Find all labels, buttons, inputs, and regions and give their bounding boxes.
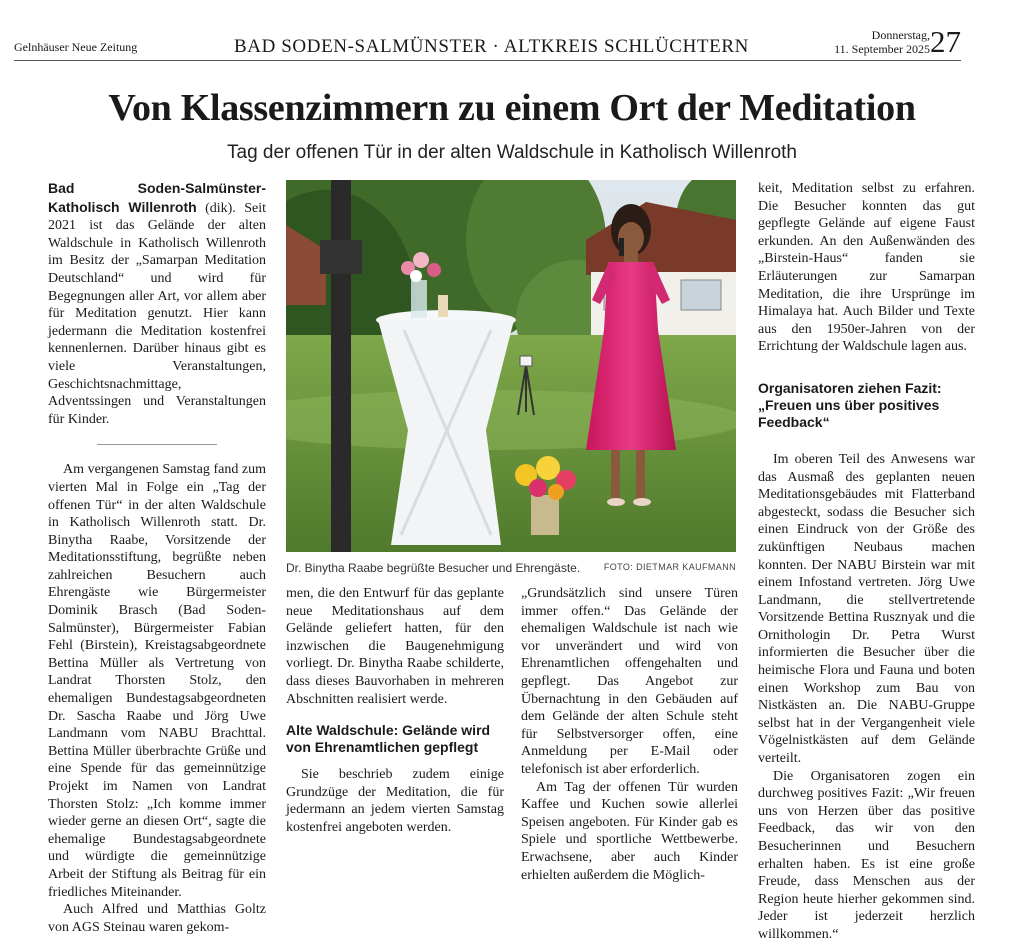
header-divider [14,60,961,61]
photo-caption [286,561,736,575]
article-paragraph: Im oberen Teil des Anwesens war das Ausmaß des geplanten neuen Meditationsgebäudes mit Flatterband abgesteckt, sodass die Besucher sich einen Eindruck von der Größe des zukünftigen Neubaus machen konnten. Der NABU Birstein war mit einem Infostand vertreten. Jörg Uwe Landmann, die stellvertretende Vorsitzende Bettina Rusznyak und die Ornithologin Dr. Petra Wurst informierten die Besucher über die heimische Flora und Fauna und boten einen Workshop zum Bau von Nistkästen an. Die NABU-Gruppe selbst hat in der Vergangenheit viele Vögelnistkästen auf dem Gelände verteilt. [758,451,975,767]
paragraph-separator [97,444,217,445]
article-headline: Von Klassenzimmern zu einem Ort der Meditation [108,87,916,129]
photo-meditation-host [286,180,736,552]
article-paragraph: Auch Alfred und Matthias Goltz von AGS Steinau waren gekom- [48,902,266,935]
issue-date-text: 11. September 2025 [834,42,930,56]
article-intro-text: (dik). Seit 2021 ist das Gelände der alten Waldschule in Katholisch Willenroth im Besitz der „Samarpan Meditation Deutschland“ und wird für Begegnungen aller Art, vor allem aber für Meditation genutzt. Hier kann jedermann die Meditation kostenfrei kennenlernen. Darüber hinaus gibt es viele Veranstaltungen, Geschichtsnachmittage, Adventssingen und Veranstaltungen für Kinder. [48,200,266,427]
page-number: 27 [930,24,961,59]
article-paragraph: Am Tag der offenen Tür wurden Kaffee und Kuchen sowie allerlei Speisen angeboten. Für Kinder gab es Spiele und sportliche Wettbewerbe. Erwachsene, aber auch Kinder erhielten außerdem die Möglich- [521,779,738,883]
article-photo [286,180,736,552]
article-subheading: Organisatoren ziehen Fazit: „Freuen uns über positives Feedback“ [758,379,942,430]
issue-weekday: Donnerstag, [871,28,930,42]
article-paragraph: Sie beschrieb zudem einige Grundzüge der Meditation, die für jedermann an jedem vierten Samstag kostenfrei angeboten werden. [286,767,504,835]
photo-caption-text: Dr. Binytha Raabe begrüßte Besucher und Ehrengäste. [286,561,581,575]
article-column-1 [48,180,266,936]
article-paragraph: keit, Meditation selbst zu erfahren. Die Besucher konnten das gut gepflegte Gelände auf eigene Faust erkunden. An den Außenwänden des „Birstein-Haus“ fanden sie Erläuterungen zur Samarpan Meditation, die ihre Ursprünge im Himalaya hat. Auch Bilder und Texte aus den 1950er-Jahren von der Errichtung der Waldschule lagen aus. [758,181,975,355]
article-paragraph: Die Organisatoren zogen ein durchweg positives Fazit: „Wir freuen uns von Herzen über das positive Feedback, das wir von den Besucherinnen und Besuchern erhalten haben. Es ist eine große Freude, dass Menschen aus der Region heute hierher gekommen sind. Jeder ist jederzeit herzlich willkommen.“ [758,768,975,942]
article-subheadline: Tag der offenen Tür in der alten Waldschule in Katholisch Willenroth [227,142,797,163]
article-paragraph: men, die den Entwurf für das geplante neue Meditationshaus auf dem Gelände geliefert hatten, für den inzwischen die Baugenehmigung vorliegt. Dr. Binytha Raabe schilderte, dass dieses Bauvorhaben in mehreren Abschnitten realisiert werde. [286,586,504,707]
issue-date [834,28,930,56]
article-dateline: Bad Soden-Salmünster-Katholisch Willenroth [48,180,266,215]
section-title: BAD SODEN-SALMÜNSTER · ALTKREIS SCHLÜCHTERN [234,36,749,57]
article-subheading: Alte Waldschule: Gelände wird von Ehrenamtlichen gepflegt [286,722,491,756]
article-paragraph: „Grundsätzlich sind unsere Türen immer offen.“ Das Gelände der ehemaligen Waldschule ist nach wie vor unverändert und wird von Ehrenamtlichen offengehalten und gepflegt. Das Angebot zur Übernachtung in den Gebäuden auf dem Gelände der alten Schule steht für Selbstversorger offen, eine Anmeldung per E-Mail oder telefonisch ist aber erforderlich. [521,586,738,777]
article-paragraph [48,180,266,428]
article-column-4 [758,180,975,944]
article-column-3 [521,585,738,884]
article-paragraph: Am vergangenen Samstag fand zum vierten Mal in Folge ein „Tag der offenen Tür“ in der alten Waldschule in Katholisch Willenroth statt. Dr. Binytha Raabe, Vorsitzende der Meditationsstiftung, begrüßte neben zahlreichen Besuchern auch Ehrengäste wie Bürgermeister Dominik Brasch (Bad Soden-Salmünster), Bürgermeister Fabian Fehl (Birstein), Kreistagsabgeordnete Bettina Müller als Vertretung von Landrat Thorsten Stolz, den ehemaligen Bundestagsabgeordneten Dr. Sascha Raabe und Jörg Uwe Landmann vom NABU Brachttal. Bettina Müller überbrachte Grüße und eine Spende für das gemeinnützige Projekt im Namen von Landrat Thorsten Stolz: „Ich komme immer wieder gerne an diesen Ort“, sagte die ehemalige Bundestagsabgeordnete und würdigte die gemeinnützige Arbeit der Stiftung als Beitrag für ein friedliches Miteinander. [48,462,266,900]
article-column-2 [286,585,504,837]
photo-credit: FOTO: DIETMAR KAUFMANN [603,562,736,572]
newspaper-name: Gelnhäuser Neue Zeitung [14,40,138,54]
